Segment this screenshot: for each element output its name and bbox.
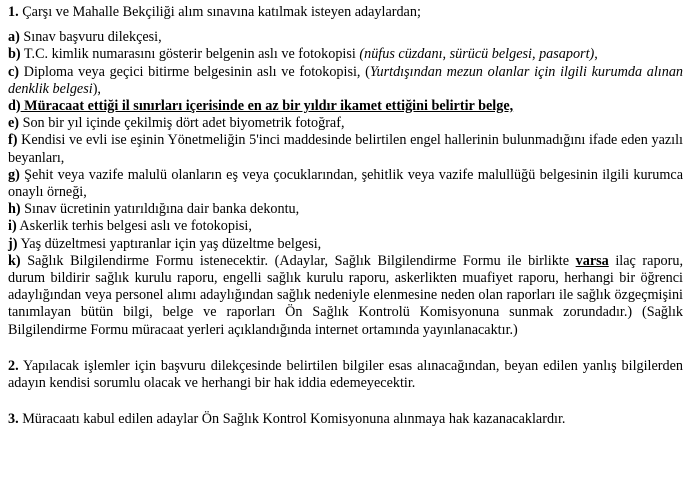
section-text: Çarşı ve Mahalle Bekçiliği alım sınavına katılmak isteyen adaylardan; xyxy=(18,4,421,20)
section-2 xyxy=(8,358,683,392)
section-text: Yapılacak işlemler için başvuru dilekçesinde belirtilen bilgiler esas alınacağından, beyan edilen yanlış bilgilerden adayın kendisi sorumlu olacak ve herhangi bir hak iddia edemeyecektir. xyxy=(8,357,683,392)
item-italic-note: Yurtdışından mezun olanlar için ilgili kurumda alınan denklik belgesi xyxy=(8,63,684,97)
item-text: Diploma veya geçici bitirme belgesinin aslı ve fotokopisi, ( xyxy=(19,63,370,80)
item-text: Şehit veya vazife malulü olanların eş veya çocuklarından, şehitlik veya vazife malullüğü belgesinin ilgili kurumca onaylı örneği, xyxy=(8,166,683,201)
item-letter: d) xyxy=(8,98,21,115)
item-text: Askerlik terhis belgesi aslı ve fotokopisi, xyxy=(16,218,252,235)
item-text: Sınav başvuru dilekçesi, xyxy=(19,29,162,46)
section-1-intro xyxy=(8,4,683,21)
item-tail: ilaç raporu, durum bildirir sağlık kurulu raporu, engelli sağlık kurulu raporu, askerlikten muafiyet raporu, herhangi bir öğrenci adaylığından veya personel alımı adaylığından sağlık nedeniyle elenmesine neden olan raporları ile sağlık özgeçmişini tanımlayan bütün bilgi, belge ve raporları Ön Sağlık Kontrolü Komisyonuna sunmak zorundadır.) (Sağlık Bilgilendirme Formu müracaat yerleri açıklandığında internet ortamında yayınlanacaktır.) xyxy=(8,252,684,338)
list-item-k xyxy=(8,253,683,339)
item-text: Son bir yıl içinde çekilmiş dört adet biyometrik fotoğraf, xyxy=(19,115,345,132)
item-letter: i) xyxy=(8,218,17,235)
section-text: Müracaatı kabul edilen adaylar Ön Sağlık Kontrol Komisyonuna alınmaya hak kazanacaklardır. xyxy=(18,411,566,428)
item-text: Sağlık Bilgilendirme Formu istenecektir. (Adaylar, Sağlık Bilgilendirme Formu ile birlikte xyxy=(20,252,576,269)
item-emphasis: varsa xyxy=(575,252,609,269)
item-tail: ), xyxy=(92,80,101,97)
item-text: Yaş düzeltmesi yaptıranlar için yaş düzeltme belgesi, xyxy=(17,235,322,252)
list-item-h xyxy=(8,201,683,218)
item-letter: j) xyxy=(8,235,18,252)
list-item-f xyxy=(8,132,683,166)
list-item-g xyxy=(8,167,683,201)
section-number: 1. xyxy=(8,4,19,20)
item-letter: h) xyxy=(8,201,21,218)
item-italic-note: (nüfus cüzdanı, sürücü belgesi, pasaport) xyxy=(359,46,595,63)
item-letter: b) xyxy=(8,46,21,63)
list-item-d xyxy=(8,98,683,115)
item-letter: f) xyxy=(8,132,18,149)
list-item-a xyxy=(8,29,683,46)
section-3 xyxy=(8,411,683,428)
section-number: 2. xyxy=(8,357,19,374)
item-letter: k) xyxy=(8,252,21,269)
list-item-c xyxy=(8,64,683,98)
list-item-j xyxy=(8,236,683,253)
item-text: Kendisi ve evli ise eşinin Yönetmeliğin 5'inci maddesinde belirtilen engel hallerinin bulunmadığını ifade eden yazılı beyanları, xyxy=(8,132,683,166)
list-item-e xyxy=(8,115,683,132)
list-item-b xyxy=(8,46,683,63)
item-letter: a) xyxy=(8,29,20,46)
item-text: Sınav ücretinin yatırıldığına dair banka dekontu, xyxy=(20,201,300,218)
item-tail: , xyxy=(594,46,598,63)
item-text-emphasized: Müracaat ettiği il sınırları içerisinde en az bir yıldır ikamet ettiğini belirtir belge, xyxy=(20,98,514,115)
section-number: 3. xyxy=(8,411,19,428)
item-letter: e) xyxy=(8,115,20,132)
item-letter: c) xyxy=(8,63,20,80)
list-item-i xyxy=(8,218,683,235)
item-text: T.C. kimlik numarasını gösterir belgenin aslı ve fotokopisi xyxy=(20,46,360,63)
item-letter: g) xyxy=(8,166,20,183)
